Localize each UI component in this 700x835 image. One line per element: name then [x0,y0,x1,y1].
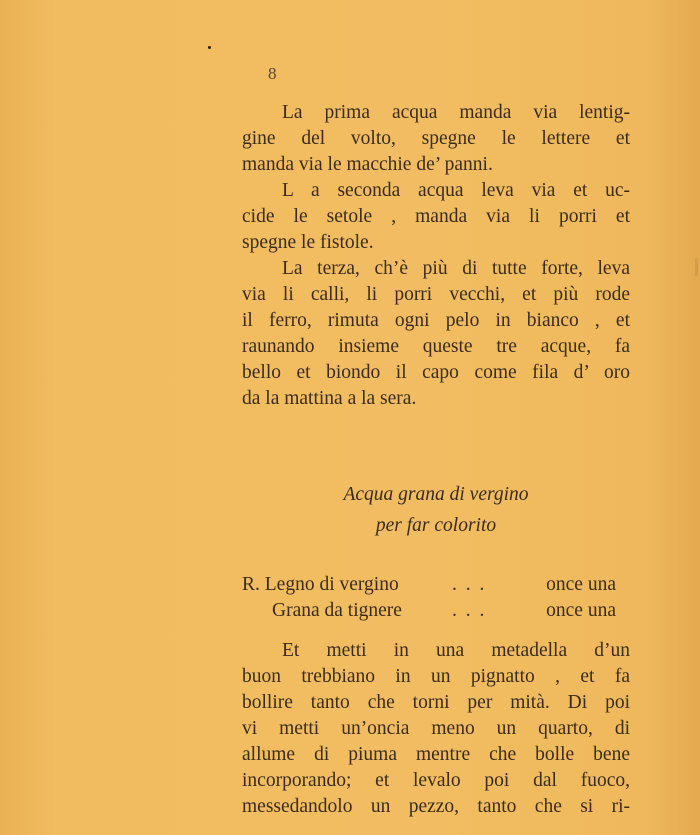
text-line: il ferro, rimuta ogni pelo in bianco , et [242,310,630,331]
text-line: bollire tanto che torni per mità. Di poi [242,692,630,713]
paragraph-first-water [242,100,630,178]
text-line: La prima acqua manda via lentig- [282,102,630,123]
paragraph-second-water [242,178,630,256]
text-line: da la mattina a la sera. [242,388,417,409]
text-line: vi metti un’oncia meno un quarto, di [242,718,630,739]
page-edge-mark [695,258,698,276]
text-line: via li calli, li porri vecchi, et più rode [242,284,630,305]
text-line: bello et biondo il capo come fila d’ oro [242,362,630,383]
ink-speck [208,46,211,49]
page-number: 8 [268,64,277,83]
text-line: Et metti in una metadella d’un [282,640,630,661]
ingredient-quantity: once una [546,600,616,621]
text-line: L a seconda acqua leva via et uc- [282,180,630,201]
ingredient-row [242,572,630,598]
ingredient-leader-dots: . . . [452,600,487,621]
text-line: cide le setole , manda via li porri et [242,206,630,227]
ingredient-label: Grana da tignere [272,600,402,621]
text-line: messedandolo un pezzo, tanto che si ri- [242,796,630,817]
text-line: gine del volto, spegne le lettere et [242,128,630,149]
text-line: allume di piuma mentre che bolle bene [242,744,630,765]
recipe-title-line-2: per far colorito [375,515,497,536]
paragraph-third-water [242,256,630,412]
ingredient-leader-dots: . . . [452,574,487,595]
ingredient-row [242,598,630,624]
text-line: spegne le fistole. [242,232,374,253]
text-line: La terza, ch’è più di tutte forte, leva [282,258,630,279]
text-line: manda via le macchie de’ panni. [242,154,493,175]
recipe-title-line-1: Acqua grana di vergino [343,484,529,505]
ingredient-quantity: once una [546,574,616,595]
text-line: raunando insieme queste tre acque, fa [242,336,630,357]
text-line: buon trebbiano in un pignatto , et fa [242,666,630,687]
text-line: incorporando; et levalo poi dal fuoco, [242,770,630,791]
ingredient-label: R. Legno di vergino [242,574,399,595]
paragraph-instructions [242,638,630,820]
